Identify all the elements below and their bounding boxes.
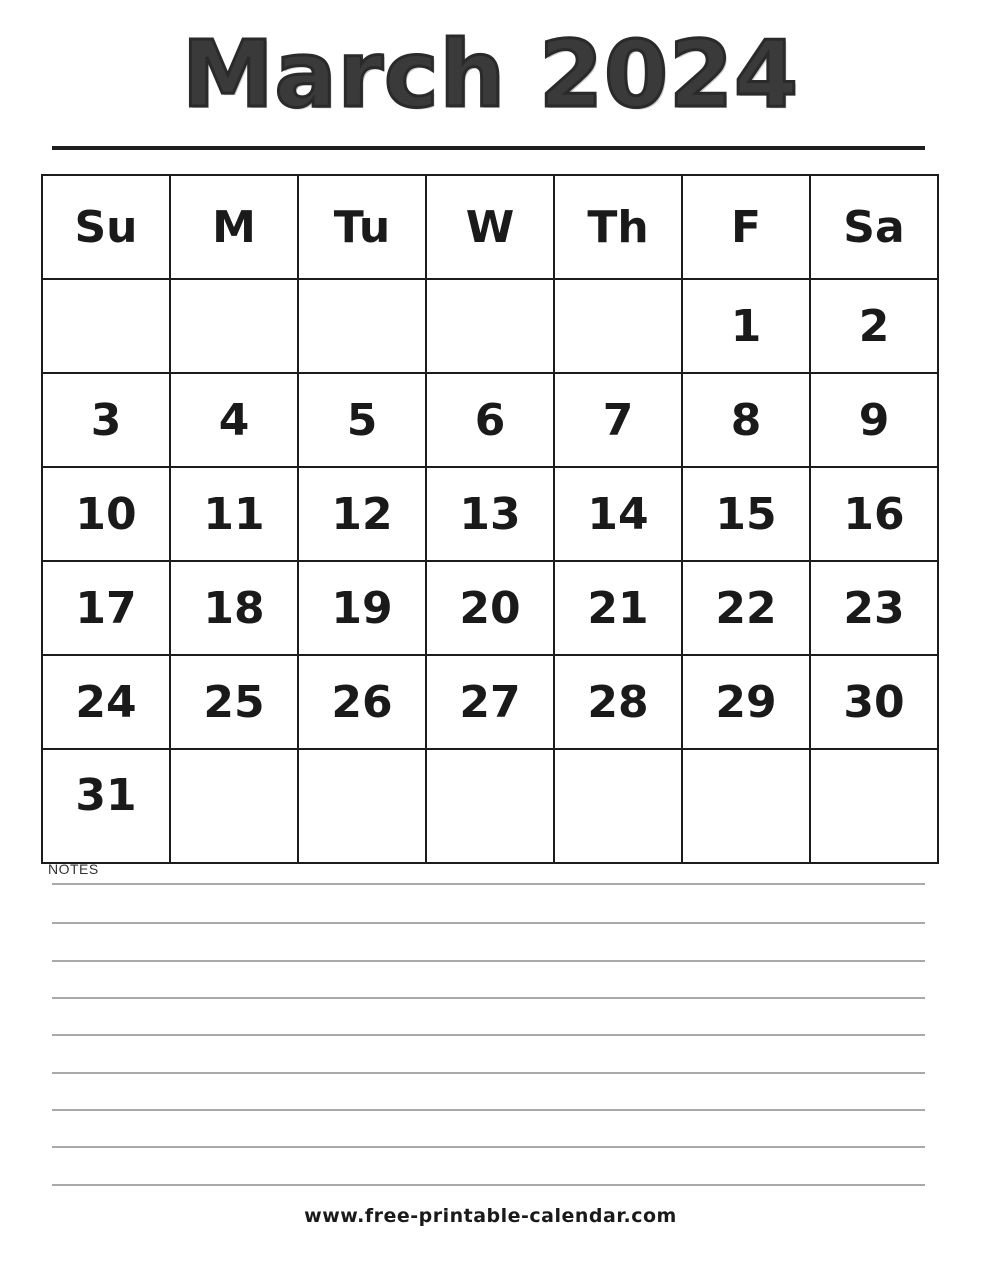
- day-cell: 7: [554, 373, 682, 467]
- day-cell: [42, 279, 170, 373]
- day-cell: 31: [42, 749, 170, 863]
- day-cell: [298, 749, 426, 863]
- week-row-5: [42, 655, 938, 749]
- weekday-monday: M: [170, 175, 298, 279]
- day-cell: 18: [170, 561, 298, 655]
- notes-line: [52, 1146, 925, 1148]
- day-cell: 15: [682, 467, 810, 561]
- notes-line: [52, 1072, 925, 1074]
- day-cell: 17: [42, 561, 170, 655]
- day-cell: [554, 279, 682, 373]
- week-row-2: [42, 373, 938, 467]
- title-divider: [52, 146, 925, 150]
- day-cell: 27: [426, 655, 554, 749]
- day-cell: 30: [810, 655, 938, 749]
- week-row-4: [42, 561, 938, 655]
- notes-label: NOTES: [48, 861, 99, 877]
- day-cell: 14: [554, 467, 682, 561]
- day-cell: 29: [682, 655, 810, 749]
- day-cell: 2: [810, 279, 938, 373]
- day-cell: [554, 749, 682, 863]
- day-cell: 24: [42, 655, 170, 749]
- day-cell: [298, 279, 426, 373]
- day-cell: 5: [298, 373, 426, 467]
- notes-line: [52, 1034, 925, 1036]
- notes-line: [52, 1184, 925, 1186]
- weekday-tuesday: Tu: [298, 175, 426, 279]
- day-cell: [426, 749, 554, 863]
- footer-url: www.free-printable-calendar.com: [304, 1205, 677, 1227]
- notes-line: [52, 960, 925, 962]
- day-cell: 19: [298, 561, 426, 655]
- notes-line: [52, 883, 925, 885]
- week-row-1: [42, 279, 938, 373]
- weekday-friday: F: [682, 175, 810, 279]
- weekday-wednesday: W: [426, 175, 554, 279]
- calendar-grid: [41, 174, 939, 864]
- day-cell: 13: [426, 467, 554, 561]
- weekday-saturday: Sa: [810, 175, 938, 279]
- notes-line: [52, 1109, 925, 1111]
- day-cell: [170, 279, 298, 373]
- day-cell: [170, 749, 298, 863]
- weekday-header-row: [42, 175, 938, 279]
- week-row-6: [42, 749, 938, 863]
- day-cell: 6: [426, 373, 554, 467]
- day-cell: 9: [810, 373, 938, 467]
- day-cell: 21: [554, 561, 682, 655]
- day-cell: [810, 749, 938, 863]
- day-cell: 25: [170, 655, 298, 749]
- day-cell: 1: [682, 279, 810, 373]
- day-cell: [682, 749, 810, 863]
- day-cell: 3: [42, 373, 170, 467]
- day-cell: 16: [810, 467, 938, 561]
- notes-line: [52, 922, 925, 924]
- day-cell: 11: [170, 467, 298, 561]
- calendar-title: March 2024: [181, 21, 800, 128]
- day-cell: 23: [810, 561, 938, 655]
- week-row-3: [42, 467, 938, 561]
- day-cell: 26: [298, 655, 426, 749]
- day-cell: 28: [554, 655, 682, 749]
- day-cell: 4: [170, 373, 298, 467]
- weekday-sunday: Su: [42, 175, 170, 279]
- notes-line: [52, 997, 925, 999]
- day-cell: 20: [426, 561, 554, 655]
- day-cell: 10: [42, 467, 170, 561]
- weekday-thursday: Th: [554, 175, 682, 279]
- day-cell: 22: [682, 561, 810, 655]
- day-cell: 8: [682, 373, 810, 467]
- day-cell: [426, 279, 554, 373]
- day-cell: 12: [298, 467, 426, 561]
